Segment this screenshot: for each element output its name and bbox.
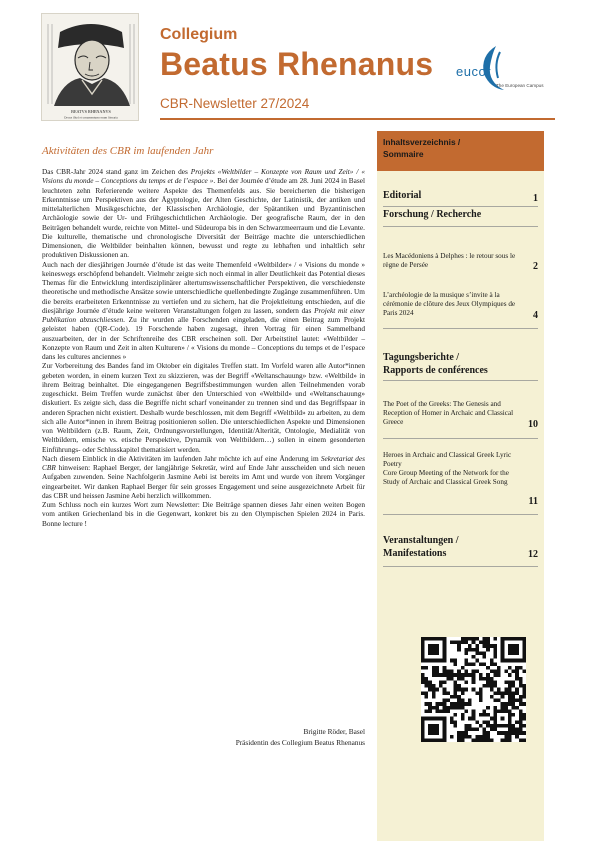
header-collegium: Collegium	[160, 26, 238, 43]
toc-divider	[383, 380, 538, 381]
toc-entry-editorial[interactable]: Editorial 1	[383, 190, 538, 204]
qr-code[interactable]	[421, 637, 526, 742]
toc-divider	[383, 328, 538, 329]
toc-entry-poet-of-greeks[interactable]: The Poet of the Greeks: The Genesis and Reception of Homer in Archaic and Classical Greece 10	[383, 400, 538, 430]
portrait-woodcut	[41, 13, 139, 121]
toc-page-number: 12	[528, 549, 538, 560]
article-paragraph: Das CBR-Jahr 2024 stand ganz im Zeichen des Projekts «Weltbilder – Konzepte von Raum und Zeit» / « Visions du monde – Conceptions du temps et de l’espace ». Bei der Journée d’étude am 28. Juni 2024 in Basel leuchteten zehn Referierende weitere Aspekte des Themenfelds aus. Sie bereicherten die bisherigen Erkenntnisse um Perspektiven aus der Ägyptologie, der Alten Geschichte, der Latinistik, der antiken und mittelalterlichen Musikgeschichte, der Klassischen Archäologie, der Spätantiken und Byzantinischen Archäologie sowie der Ur- und Frühgeschichtlichen Archäologie. Der geografische Raum, der in den Beiträgen behandelt wurde, reichte von Mittel- und Südeuropa bis in den Schwarzmeerraum und die Levante. Die kulturelle, thematische und chronologische Diversität der Beiträge machte die unterschiedlichen Dimensionen, die Weltbilder beinhalten können, bewusst und regte zu lebhaften und inhaltlich sehr produktiven Diskussionen an.	[42, 167, 366, 260]
toc-divider	[383, 438, 538, 439]
toc-page-number: 10	[528, 419, 538, 430]
toc-heading: Inhaltsverzeichnis / Sommaire	[377, 131, 544, 171]
eucor-wordmark: eucor	[456, 64, 492, 79]
toc-divider	[383, 566, 538, 567]
signature-role: Präsidentin des Collegium Beatus Rhenanus	[235, 737, 365, 747]
toc-divider	[383, 206, 538, 207]
article-paragraph: Auch nach der diesjährigen Journée d’étude ist das weite Themenfeld «Weltbilder» / « Visions du monde » keineswegs erschöpfend behandelt. Vielmehr zeigte sich noch einmal in aller Deutlichkeit das Potential dieses Themas für die Entwicklung interdisziplinärer altertumswissenschaftlicher Perspektiven, die verschiedenste theoretische und methodische Ansätze sowie unterschiedliche quellenbedingte Zugänge zusammenführen. Um die bereits erarbeiteten Erkenntnisse zu vertiefen und zu sichern, hat die Projektleitung entschieden, auf die diesjährige Journée d’étude keine weiteren Veranstaltungen folgen zu lassen, sondern das Projekt mit einer Publikation abzuschliessen. Zu ihr wurden alle Forschenden eingeladen, die einen Beitrag zum Projekt geleistet haben (QR-Code). 19 Forschende haben zugesagt, ihren Vortrag für einen Sammelband auszuarbeiten, der in der Schriftenreihe des CBR erscheinen soll. Der Arbeitstitel lautet: «Weltbilder – Konzepte von Raum und Zeit in alten Kulturen» / « Visions du monde – Conceptions du temps et de l’espace dans les cultures anciennes »	[42, 259, 365, 361]
toc-section-research: Forschung / Recherche	[383, 209, 482, 220]
header-title: Beatus Rhenanus	[160, 46, 434, 82]
toc-divider	[383, 514, 538, 515]
eucor-subtitle: The European Campus	[496, 83, 544, 88]
article-paragraph: Zur Vorbereitung des Bandes fand im Oktober ein digitales Treffen statt. Im Vorfeld waren alle Autor*innen gebeten worden, in einem kurzen Text zu skizzieren, was der Begriff «Weltanschauung» bzw. «Weltbild» in ihrem Beitrag beinhaltet. Die eingegangenen Begriffsbestimmungen wurden allen Teilnehmenden vorab zugeschickt. Beim Treffen wurde zunächst über den Unterschied von «Weltbild» und «Weltanschauung» diskutiert. Es zeigte sich, dass die Begriffe nicht scharf voneinander zu trennen sind und das Begriffspaar in anderen Sprachen nicht existiert. Deshalb wurde beschlossen, mit dem Begriff «Weltbild» zu arbeiten, zu dem sich alle Autor*innen in ihrem Beitrag positionieren sollen. Die unterschiedlichen Aspekte und Dimensionen von Weltbildern (z.B. Raum, Zeit, Ordnungsvorstellungen, Identität/Alterität, Ontologie, Medialität von Weltbildern, emische vs. etische Perspektive, Dynamik von Weltbildern…) sollen in einem gesonderten Einführungs- oder Schlusskapitel thematisiert werden.	[42, 361, 365, 454]
toc-entry-events[interactable]: Veranstaltungen / Manifestations 12	[383, 535, 538, 560]
signature-name: Brigitte Röder, Basel	[303, 727, 365, 736]
toc-page-number: 4	[533, 310, 538, 321]
toc-divider	[383, 226, 538, 227]
signature-block	[150, 727, 365, 748]
toc-page-number: 11	[528, 496, 538, 507]
article-heading: Aktivitäten des CBR im laufenden Jahr	[42, 145, 214, 157]
portrait-caption-1: BEATVS RHENANVS	[71, 109, 111, 114]
article-paragraph: Nach diesem Einblick in die Aktivitäten im laufenden Jahr möchte ich auf eine Änderung im Sekretariat des CBR hinweisen: Raphael Berger, der langjährige Sekretär, wird auf Ende Jahr ausscheiden und sich neuen Aufgaben zuwenden. Seine Nachfolgerin Jasmine Aebi ist bereits im Amt und wurde von ihrem Vorgänger eingearbeitet. Wir danken Raphael Berger für sein grosses Engagement und seine ausgezeichnete Arbeit für das CBR und heissen Jasmine Aebi herzlich willkommen.	[42, 453, 365, 500]
toc-page-number: 2	[533, 261, 538, 272]
header-rule	[160, 118, 555, 120]
toc-entry-heroes-lyric[interactable]: Heroes in Archaic and Classical Greek Lyric Poetry Core Group Meeting of the Network for the Study of Archaic and Classical Greek Song 11	[383, 451, 538, 507]
toc-entry-macedoniens[interactable]: Les Macédoniens à Delphes : le retour sous le règne de Persée 2	[383, 252, 538, 272]
toc-section-conferences: Tagungsberichte / Rapports de conférences	[383, 352, 488, 376]
toc-entry-archeologie-musique[interactable]: L’archéologie de la musique s’invite à la cérémonie de clôture des Jeux Olympiques de Paris 2024 4	[383, 291, 538, 321]
article-body	[42, 167, 365, 528]
article-paragraph: Zum Schluss noch ein kurzes Wort zum Newsletter: Die Beiträge spannen dieses Jahr einen weiten Bogen vom antiken Griechenland bis in die Gegenwart, konkret bis zu den Olympischen Spielen 2024 in Paris. Bonne lecture !	[42, 500, 365, 528]
portrait-caption-2: Decus illud et ornamentum rerum literaria	[64, 115, 118, 120]
toc-page-number: 1	[533, 193, 538, 204]
newsletter-issue: CBR-Newsletter 27/2024	[160, 96, 310, 111]
